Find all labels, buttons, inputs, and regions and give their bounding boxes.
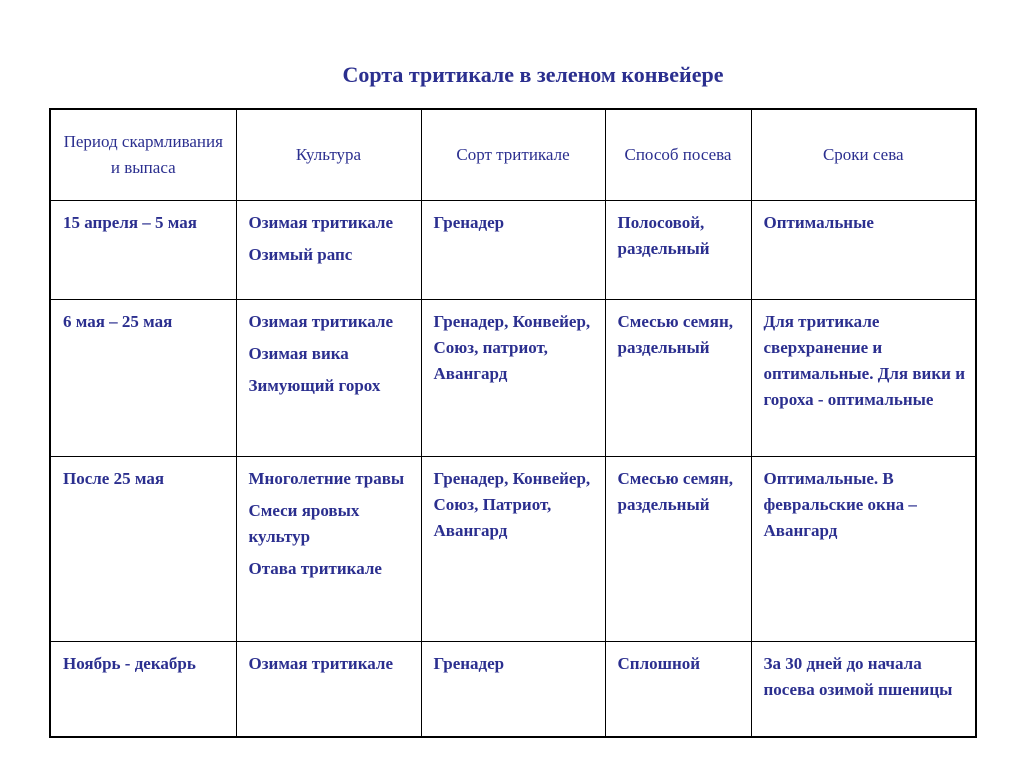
table-row bbox=[50, 300, 976, 457]
cell-method: Полосовой, раздельный bbox=[605, 201, 751, 300]
header-timing: Сроки сева bbox=[751, 109, 976, 201]
page-title: Сорта тритикале в зеленом конвейере bbox=[342, 62, 724, 87]
table-row bbox=[50, 201, 976, 300]
cell-method: Смесью семян, раздельный bbox=[605, 457, 751, 642]
crop-item: Зимующий горох bbox=[248, 376, 381, 395]
crop-item: Озимый рапс bbox=[248, 245, 353, 264]
header-method: Способ посева bbox=[605, 109, 751, 201]
crop-item: Озимая тритикале bbox=[248, 213, 393, 232]
header-variety: Сорт тритикале bbox=[421, 109, 605, 201]
cell-variety: Гренадер bbox=[421, 201, 605, 300]
cell-crops bbox=[236, 201, 421, 300]
cell-crops bbox=[236, 642, 421, 737]
table-row bbox=[50, 457, 976, 642]
cell-method: Сплошной bbox=[605, 642, 751, 737]
cell-period: Ноябрь - декабрь bbox=[50, 642, 236, 737]
table-header-row bbox=[50, 109, 976, 201]
header-period: Период скармливания и выпаса bbox=[50, 109, 236, 201]
cell-crops bbox=[236, 300, 421, 457]
cell-timing: Оптимальные bbox=[751, 201, 976, 300]
cell-variety: Гренадер, Конвейер, Союз, патриот, Авангард bbox=[421, 300, 605, 457]
cell-period: 6 мая – 25 мая bbox=[50, 300, 236, 457]
triticale-table bbox=[49, 108, 977, 738]
crop-item: Озимая вика bbox=[248, 344, 349, 363]
crop-item: Отава тритикале bbox=[248, 559, 382, 578]
table-row bbox=[50, 642, 976, 737]
cell-variety: Гренадер bbox=[421, 642, 605, 737]
cell-timing: За 30 дней до начала посева озимой пшеницы bbox=[751, 642, 976, 737]
crop-item: Озимая тритикале bbox=[248, 654, 393, 673]
crop-item: Озимая тритикале bbox=[248, 312, 393, 331]
cell-period: После 25 мая bbox=[50, 457, 236, 642]
cell-variety: Гренадер, Конвейер, Союз, Патриот, Авангард bbox=[421, 457, 605, 642]
cell-period: 15 апреля – 5 мая bbox=[50, 201, 236, 300]
cell-method: Смесью семян, раздельный bbox=[605, 300, 751, 457]
cell-timing: Для тритикале сверхранение и оптимальные. Для вики и гороха - оптимальные bbox=[751, 300, 976, 457]
cell-timing: Оптимальные. В февральские окна – Авангард bbox=[751, 457, 976, 642]
crop-item: Смеси яровых культур bbox=[248, 501, 360, 546]
header-crop: Культура bbox=[236, 109, 421, 201]
cell-crops bbox=[236, 457, 421, 642]
crop-item: Многолетние травы bbox=[248, 469, 405, 488]
